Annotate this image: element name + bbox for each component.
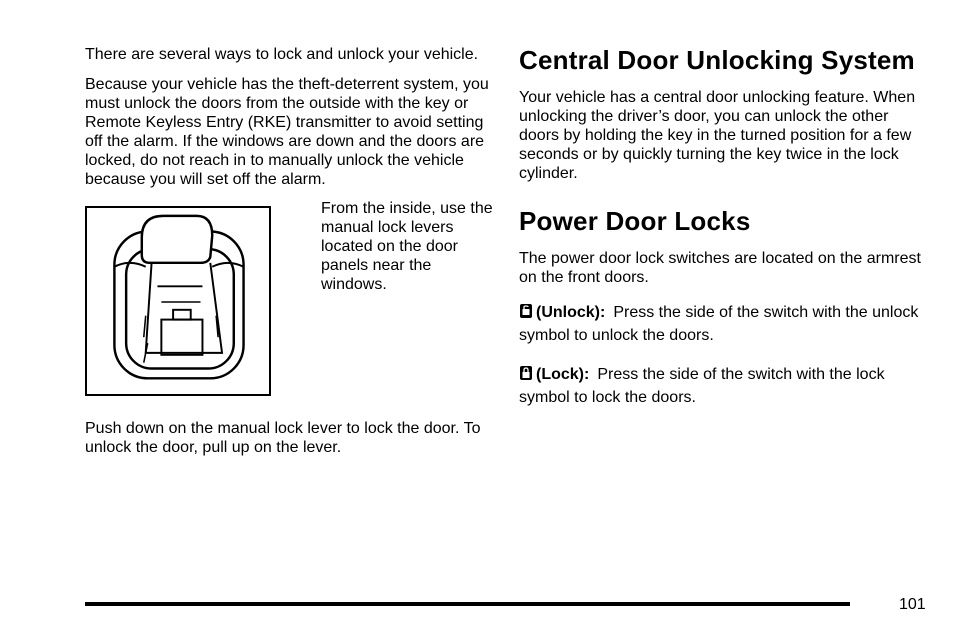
figure-caption: From the inside, use the manual lock levers located on the door panels near the windows. [321,200,493,293]
lock-text: Press the side of the switch with the lock symbol to lock the doors. [519,366,885,406]
lock-icon [519,365,533,381]
manual-lock-paragraph: Push down on the manual lock lever to lock the door. To unlock the door, pull up on the lever. [85,420,481,456]
power-door-locks-paragraph: The power door lock switches are located on the armrest on the front doors. [519,250,921,286]
right-column [519,45,929,409]
central-door-unlocking-paragraph: Your vehicle has a central door unlocking feature. When unlocking the driver’s door, you can unlock the other doors by holding the key in the turned position for a few seconds or by quickly turning the key twice in the lock cylinder. [519,89,916,182]
left-column [85,45,495,457]
power-door-locks-heading: Power Door Locks [519,206,751,236]
theft-deterrent-paragraph: Because your vehicle has the theft-deterrent system, you must unlock the doors from the outside with the key or Remote Keyless Entry (RKE) transmitter to avoid setting off the alarm. If the windows are down and the doors are locked, do not reach in to manually unlock the vehicle because you will set off the alarm. [85,76,489,188]
lock-term: (Lock): [536,366,590,383]
door-lock-lever-drawing [87,208,269,394]
unlock-icon [519,303,533,319]
page-number: 101 [899,596,926,613]
manual-lock-figure-row [85,199,495,395]
unlock-term: (Unlock): [536,304,606,321]
manual-lock-lever-illustration [85,206,271,396]
central-door-unlocking-heading: Central Door Unlocking System [519,45,915,75]
unlock-instruction [519,301,929,347]
lock-instruction [519,363,929,409]
footer-rule [85,602,850,606]
unlock-text: Press the side of the switch with the unlock symbol to unlock the doors. [519,304,919,344]
intro-paragraph: There are several ways to lock and unlock your vehicle. [85,46,479,63]
